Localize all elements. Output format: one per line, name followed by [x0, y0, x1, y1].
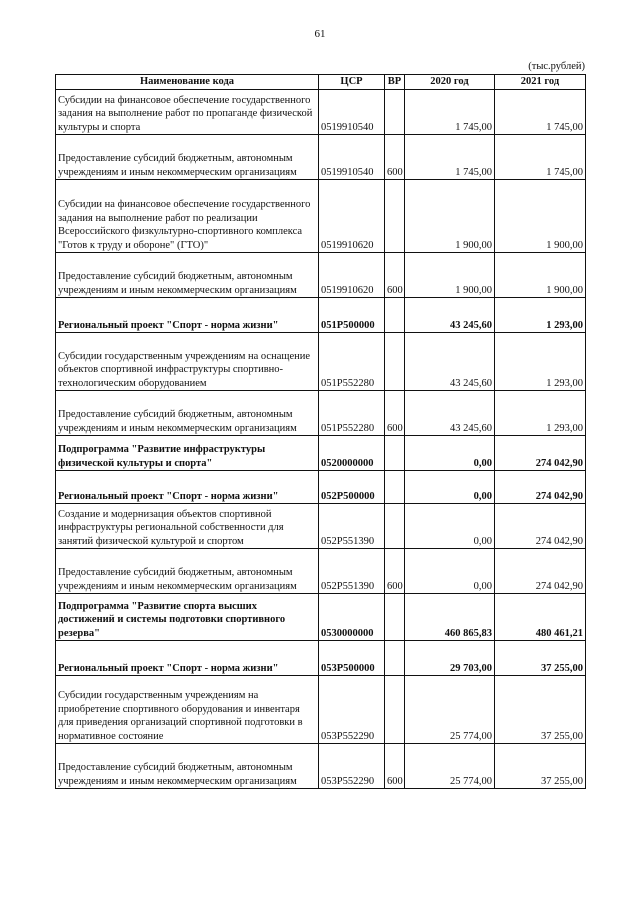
row-csr-cell: 053P552290 [319, 744, 385, 789]
row-name-cell: Предоставление субсидий бюджетным, автономным учреждениям и иным некоммерческим организациям [56, 744, 319, 789]
row-vr-cell [385, 333, 405, 391]
page-number: 61 [314, 28, 326, 40]
row-2020-cell: 0,00 [405, 504, 495, 549]
row-2021-cell: 1 293,00 [495, 333, 586, 391]
row-vr-cell [385, 641, 405, 676]
row-vr-cell [385, 471, 405, 504]
row-name-cell: Предоставление субсидий бюджетным, автономным учреждениям и иным некоммерческим организациям [56, 391, 319, 436]
row-vr-cell [385, 298, 405, 333]
row-csr-cell: 0519910540 [319, 90, 385, 135]
row-csr-cell: 0519910620 [319, 180, 385, 253]
table-body [56, 90, 586, 789]
row-csr-cell: 052P551390 [319, 504, 385, 549]
row-2020-cell: 43 245,60 [405, 333, 495, 391]
row-2021-cell: 274 042,90 [495, 436, 586, 471]
row-name-cell: Предоставление субсидий бюджетным, автономным учреждениям и иным некоммерческим организациям [56, 253, 319, 298]
row-name-cell: Субсидии на финансовое обеспечение государственного задания на выполнение работ по реализации Всероссийского физкультурно-спортивного комплекса "Готов к труду и обороне" (ГТО)" [56, 180, 319, 253]
header-2021: 2021 год [495, 75, 586, 90]
row-2020-cell: 1 745,00 [405, 90, 495, 135]
row-2020-cell: 0,00 [405, 471, 495, 504]
row-csr-cell: 0530000000 [319, 594, 385, 641]
row-vr-cell [385, 594, 405, 641]
header-name: Наименование кода [56, 75, 319, 90]
row-2020-cell: 43 245,60 [405, 391, 495, 436]
row-vr-cell: 600 [385, 135, 405, 180]
row-2021-cell: 1 293,00 [495, 298, 586, 333]
table-row [56, 641, 586, 676]
header-vr: ВР [385, 75, 405, 90]
row-2021-cell: 1 900,00 [495, 180, 586, 253]
row-2021-cell: 274 042,90 [495, 471, 586, 504]
row-2021-cell: 1 745,00 [495, 90, 586, 135]
table-row [56, 504, 586, 549]
row-2020-cell: 25 774,00 [405, 744, 495, 789]
row-2020-cell: 43 245,60 [405, 298, 495, 333]
row-name-cell: Предоставление субсидий бюджетным, автономным учреждениям и иным некоммерческим организациям [56, 135, 319, 180]
table-row [56, 594, 586, 641]
table-row [56, 676, 586, 744]
row-name-cell: Создание и модернизация объектов спортивной инфраструктуры региональной собственности для занятий физической культурой и спортом [56, 504, 319, 549]
row-csr-cell: 053P552290 [319, 676, 385, 744]
row-2021-cell: 274 042,90 [495, 504, 586, 549]
row-2020-cell: 460 865,83 [405, 594, 495, 641]
row-vr-cell [385, 436, 405, 471]
row-2020-cell: 0,00 [405, 549, 495, 594]
table-row [56, 180, 586, 253]
row-vr-cell: 600 [385, 253, 405, 298]
table-row [56, 90, 586, 135]
row-name-cell: Предоставление субсидий бюджетным, автономным учреждениям и иным некоммерческим организациям [56, 549, 319, 594]
table-row [56, 135, 586, 180]
row-2021-cell: 37 255,00 [495, 744, 586, 789]
row-vr-cell [385, 504, 405, 549]
units-label: (тыс.рублей) [528, 61, 585, 72]
table-row [56, 436, 586, 471]
row-csr-cell: 051P552280 [319, 391, 385, 436]
row-2021-cell: 480 461,21 [495, 594, 586, 641]
row-vr-cell: 600 [385, 391, 405, 436]
row-name-cell: Региональный проект "Спорт - норма жизни" [56, 298, 319, 333]
row-2021-cell: 1 900,00 [495, 253, 586, 298]
row-2021-cell: 274 042,90 [495, 549, 586, 594]
row-2020-cell: 25 774,00 [405, 676, 495, 744]
row-2020-cell: 0,00 [405, 436, 495, 471]
table-row [56, 333, 586, 391]
row-csr-cell: 053P500000 [319, 641, 385, 676]
row-name-cell: Региональный проект "Спорт - норма жизни" [56, 641, 319, 676]
row-name-cell: Региональный проект "Спорт - норма жизни" [56, 471, 319, 504]
budget-table [55, 74, 586, 789]
row-csr-cell: 052P500000 [319, 471, 385, 504]
row-csr-cell: 051P500000 [319, 298, 385, 333]
row-name-cell: Субсидии на финансовое обеспечение государственного задания на выполнение работ по пропаганде физической культуры и спорта [56, 90, 319, 135]
table-row [56, 298, 586, 333]
row-name-cell: Подпрограмма "Развитие спорта высших достижений и системы подготовки спортивного резерва" [56, 594, 319, 641]
row-2021-cell: 37 255,00 [495, 676, 586, 744]
row-2020-cell: 1 900,00 [405, 180, 495, 253]
row-name-cell: Субсидии государственным учреждениям на оснащение объектов спортивной инфраструктуры спортивно-технологическим оборудованием [56, 333, 319, 391]
row-csr-cell: 052P551390 [319, 549, 385, 594]
row-csr-cell: 051P552280 [319, 333, 385, 391]
row-vr-cell: 600 [385, 744, 405, 789]
table-row [56, 391, 586, 436]
table-header-row [56, 75, 586, 90]
table-row [56, 744, 586, 789]
row-csr-cell: 0519910540 [319, 135, 385, 180]
row-name-cell: Субсидии государственным учреждениям на приобретение спортивного оборудования и инвентаря для приведения организаций спортивной подготовки в нормативное состояние [56, 676, 319, 744]
header-2020: 2020 год [405, 75, 495, 90]
row-2020-cell: 29 703,00 [405, 641, 495, 676]
row-2021-cell: 37 255,00 [495, 641, 586, 676]
row-2021-cell: 1 293,00 [495, 391, 586, 436]
table-row [56, 471, 586, 504]
row-vr-cell [385, 180, 405, 253]
table-row [56, 549, 586, 594]
header-csr: ЦСР [319, 75, 385, 90]
row-csr-cell: 0519910620 [319, 253, 385, 298]
row-csr-cell: 0520000000 [319, 436, 385, 471]
row-name-cell: Подпрограмма "Развитие инфраструктуры физической культуры и спорта" [56, 436, 319, 471]
row-vr-cell [385, 90, 405, 135]
row-vr-cell [385, 676, 405, 744]
row-2020-cell: 1 900,00 [405, 253, 495, 298]
row-2020-cell: 1 745,00 [405, 135, 495, 180]
row-2021-cell: 1 745,00 [495, 135, 586, 180]
table-row [56, 253, 586, 298]
row-vr-cell: 600 [385, 549, 405, 594]
